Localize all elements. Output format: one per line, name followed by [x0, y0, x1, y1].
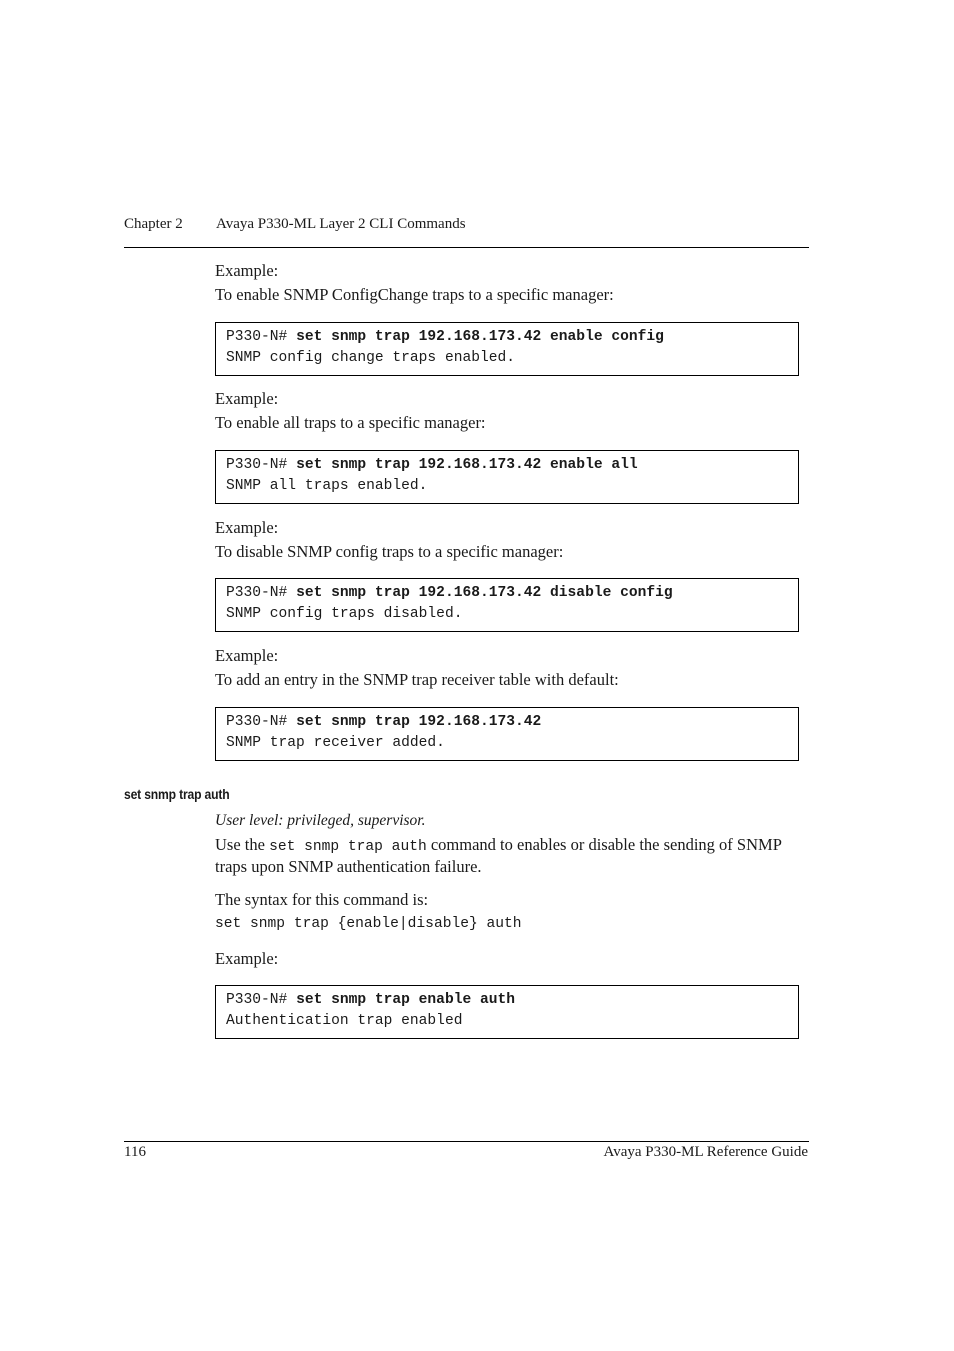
code-command-line — [226, 455, 638, 476]
cli-command: set snmp trap enable auth — [296, 992, 516, 1008]
cli-prompt: P330-N# — [226, 714, 297, 730]
example-label: Example: — [215, 389, 279, 408]
code-example — [215, 578, 799, 632]
header-rule — [124, 247, 809, 248]
cli-prompt: P330-N# — [226, 457, 297, 473]
header-title: Avaya P330-ML Layer 2 CLI Commands — [216, 216, 466, 232]
example-label: Example: — [215, 518, 279, 537]
header-chapter: Chapter 2 — [124, 216, 183, 232]
usage-prefix: Use the — [215, 835, 270, 854]
usage-command: set snmp trap auth — [269, 839, 427, 855]
user-level: User level: privileged, supervisor. — [215, 812, 426, 829]
code-command-line — [226, 712, 541, 733]
syntax-line: set snmp trap {enable|disable} auth — [215, 916, 522, 932]
section-heading: set snmp trap auth — [124, 787, 230, 802]
code-command-line — [226, 327, 664, 348]
cli-command: set snmp trap 192.168.173.42 enable config — [296, 329, 664, 345]
code-example — [215, 985, 799, 1039]
cli-prompt: P330-N# — [226, 329, 297, 345]
usage-description — [215, 835, 790, 877]
syntax-intro: The syntax for this command is: — [215, 890, 429, 909]
code-example — [215, 322, 799, 376]
footer-guide-title: Avaya P330-ML Reference Guide — [603, 1144, 808, 1160]
usage-suffix: command to enables or disable the sending of SNMP traps upon SNMP authentication failure. — [215, 835, 782, 876]
cli-command: set snmp trap 192.168.173.42 enable all — [296, 457, 638, 473]
page-number: 116 — [124, 1144, 146, 1160]
code-example — [215, 450, 799, 504]
example-label: Example: — [215, 261, 279, 280]
footer-rule — [124, 1141, 809, 1142]
code-command-line — [226, 990, 515, 1011]
cli-command: set snmp trap 192.168.173.42 disable config — [296, 585, 673, 601]
cli-prompt: P330-N# — [226, 585, 297, 601]
example-label: Example: — [215, 646, 279, 665]
cli-command: set snmp trap 192.168.173.42 — [296, 714, 542, 730]
cli-output: Authentication trap enabled — [226, 1013, 463, 1029]
cli-output: SNMP config traps disabled. — [226, 606, 463, 622]
example-description: To add an entry in the SNMP trap receiver table with default: — [215, 670, 619, 689]
cli-prompt: P330-N# — [226, 992, 297, 1008]
example-description: To enable SNMP ConfigChange traps to a specific manager: — [215, 285, 614, 304]
example-description: To enable all traps to a specific manager: — [215, 413, 486, 432]
cli-output: SNMP trap receiver added. — [226, 735, 445, 751]
cli-output: SNMP all traps enabled. — [226, 478, 428, 494]
code-command-line — [226, 583, 673, 604]
example-label: Example: — [215, 949, 279, 968]
code-example — [215, 707, 799, 761]
example-description: To disable SNMP config traps to a specific manager: — [215, 542, 564, 561]
cli-output: SNMP config change traps enabled. — [226, 350, 516, 366]
